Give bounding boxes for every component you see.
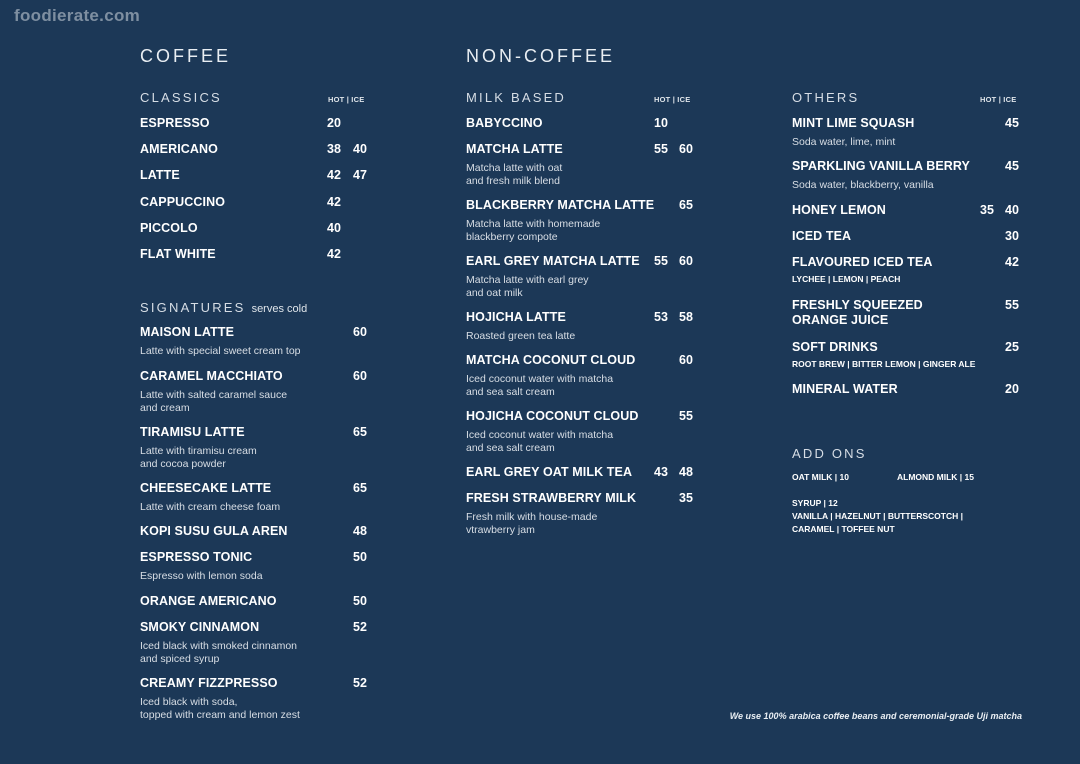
classics-item-name: AMERICANO: [140, 142, 218, 156]
milk-item-hot-price: 53: [654, 310, 668, 324]
others-item-name: FRESHLY SQUEEZED ORANGE JUICE: [792, 298, 923, 327]
signature-item-desc: Iced black with smoked cinnamon and spiced syrup: [140, 640, 297, 665]
others-item-name: SOFT DRINKS: [792, 340, 878, 354]
milk-item-name: BABYCCINO: [466, 116, 543, 130]
milk-item-desc: Iced coconut water with matcha and sea salt cream: [466, 429, 614, 454]
others-item-ice-price: 55: [1005, 298, 1019, 312]
signature-item-name: MAISON LATTE: [140, 325, 235, 339]
milk-item-name: HOJICHA LATTE: [466, 310, 566, 324]
addon-syrup-options-1: VANILLA | HAZELNUT | BUTTERSCOTCH |: [792, 511, 963, 521]
milk-item-ice-price: 55: [679, 409, 693, 423]
others-item-desc: ROOT BREW | BITTER LEMON | GINGER ALE: [792, 359, 976, 369]
milk-item-desc: Matcha latte with earl grey and oat milk: [466, 274, 589, 299]
watermark: foodierate.com: [14, 6, 141, 25]
signature-item-desc: Latte with cream cheese foam: [140, 501, 281, 513]
others-heading: OTHERS: [792, 90, 860, 105]
signature-item-price: 50: [353, 550, 367, 564]
classics-item-ice-price: 47: [353, 168, 367, 182]
classics-item-name: PICCOLO: [140, 221, 198, 235]
milk-item-name: MATCHA LATTE: [466, 142, 563, 156]
classics-item-hot-price: 20: [327, 116, 341, 130]
signature-item-name: TIRAMISU LATTE: [140, 425, 245, 439]
others-item-ice-price: 20: [1005, 382, 1019, 396]
add-ons-heading: ADD ONS: [792, 446, 867, 461]
signature-item-price: 60: [353, 369, 367, 383]
milk-item-ice-price: 48: [679, 465, 693, 479]
signature-item-price: 50: [353, 594, 367, 608]
others-item-ice-price: 45: [1005, 159, 1019, 173]
others-item-name: FLAVOURED ICED TEA: [792, 255, 933, 269]
others-item-ice-price: 45: [1005, 116, 1019, 130]
milk-hot-ice-label: HOT | ICE: [654, 95, 691, 104]
classics-item-ice-price: 40: [353, 142, 367, 156]
signature-item-name: ORANGE AMERICANO: [140, 594, 277, 608]
addon-oat-milk: OAT MILK | 10: [792, 472, 850, 482]
others-item-hot-price: 35: [980, 203, 994, 217]
signatures-title: SIGNATURES: [140, 300, 246, 315]
classics-item-hot-price: 38: [327, 142, 341, 156]
others-item-ice-price: 25: [1005, 340, 1019, 354]
milk-item-hot-price: 55: [654, 254, 668, 268]
signature-item-name: CHEESECAKE LATTE: [140, 481, 272, 495]
others-item-desc: Soda water, blackberry, vanilla: [792, 179, 934, 191]
others-item-name: MINT LIME SQUASH: [792, 116, 915, 130]
milk-item-desc: Iced coconut water with matcha and sea salt cream: [466, 373, 614, 398]
milk-item-ice-price: 58: [679, 310, 693, 324]
signatures-heading: [140, 300, 307, 315]
milk-item-ice-price: 35: [679, 491, 693, 505]
signature-item-name: SMOKY CINNAMON: [140, 620, 260, 634]
others-item-name: MINERAL WATER: [792, 382, 898, 396]
signature-item-desc: Iced black with soda, topped with cream and lemon zest: [140, 696, 300, 721]
milk-item-name: MATCHA COCONUT CLOUD: [466, 353, 636, 367]
milk-item-desc: Matcha latte with oat and fresh milk blend: [466, 162, 563, 187]
addon-syrup-options-2: CARAMEL | TOFFEE NUT: [792, 524, 895, 534]
milk-item-desc: Matcha latte with homemade blackberry compote: [466, 218, 601, 243]
others-item-ice-price: 40: [1005, 203, 1019, 217]
milk-based-heading: MILK BASED: [466, 90, 567, 105]
signature-item-name: CARAMEL MACCHIATO: [140, 369, 283, 383]
addon-syrup: SYRUP | 12: [792, 498, 838, 508]
milk-item-name: FRESH STRAWBERRY MILK: [466, 491, 637, 505]
milk-item-ice-price: 60: [679, 142, 693, 156]
classics-item-hot-price: 40: [327, 221, 341, 235]
signature-item-price: 52: [353, 620, 367, 634]
milk-item-hot-price: 10: [654, 116, 668, 130]
classics-item-hot-price: 42: [327, 168, 341, 182]
milk-item-desc: Fresh milk with house-made vtrawberry jam: [466, 511, 598, 536]
classics-item-name: CAPPUCCINO: [140, 195, 226, 209]
signature-item-price: 60: [353, 325, 367, 339]
signature-item-desc: Latte with salted caramel sauce and cream: [140, 389, 288, 414]
others-item-name: SPARKLING VANILLA BERRY: [792, 159, 970, 173]
milk-item-name: BLACKBERRY MATCHA LATTE: [466, 198, 655, 212]
classics-item-name: FLAT WHITE: [140, 247, 216, 261]
others-hot-ice-label: HOT | ICE: [980, 95, 1017, 104]
signature-item-price: 65: [353, 481, 367, 495]
classics-heading: CLASSICS: [140, 90, 222, 105]
coffee-heading: COFFEE: [140, 46, 232, 66]
milk-item-ice-price: 60: [679, 254, 693, 268]
others-item-ice-price: 42: [1005, 255, 1019, 269]
milk-item-hot-price: 55: [654, 142, 668, 156]
signature-item-price: 65: [353, 425, 367, 439]
signature-item-desc: Latte with tiramisu cream and cocoa powder: [140, 445, 257, 470]
milk-item-name: EARL GREY OAT MILK TEA: [466, 465, 633, 479]
milk-item-hot-price: 43: [654, 465, 668, 479]
signature-item-price: 52: [353, 676, 367, 690]
milk-item-desc: Roasted green tea latte: [466, 330, 576, 342]
footnote: We use 100% arabica coffee beans and ceremonial-grade Uji matcha: [729, 711, 1022, 721]
signature-item-name: ESPRESSO TONIC: [140, 550, 253, 564]
signature-item-desc: Latte with special sweet cream top: [140, 345, 301, 357]
non-coffee-heading: NON-COFFEE: [466, 46, 615, 66]
classics-item-name: LATTE: [140, 168, 180, 182]
classics-item-name: ESPRESSO: [140, 116, 210, 130]
milk-item-ice-price: 65: [679, 198, 693, 212]
signature-item-price: 48: [353, 524, 367, 538]
addon-almond-milk: ALMOND MILK | 15: [897, 472, 974, 482]
others-item-desc: LYCHEE | LEMON | PEACH: [792, 274, 901, 284]
others-item-name: ICED TEA: [792, 229, 852, 243]
signatures-note: serves cold: [251, 303, 308, 315]
others-item-ice-price: 30: [1005, 229, 1019, 243]
milk-item-name: HOJICHA COCONUT CLOUD: [466, 409, 639, 423]
milk-item-ice-price: 60: [679, 353, 693, 367]
signature-item-desc: Espresso with lemon soda: [140, 570, 263, 582]
signature-item-name: CREAMY FIZZPRESSO: [140, 676, 278, 690]
classics-item-hot-price: 42: [327, 195, 341, 209]
classics-hot-ice-label: HOT | ICE: [328, 95, 365, 104]
signature-item-name: KOPI SUSU GULA AREN: [140, 524, 288, 538]
classics-item-hot-price: 42: [327, 247, 341, 261]
milk-item-name: EARL GREY MATCHA LATTE: [466, 254, 640, 268]
others-item-name: HONEY LEMON: [792, 203, 886, 217]
others-item-desc: Soda water, lime, mint: [792, 136, 896, 148]
